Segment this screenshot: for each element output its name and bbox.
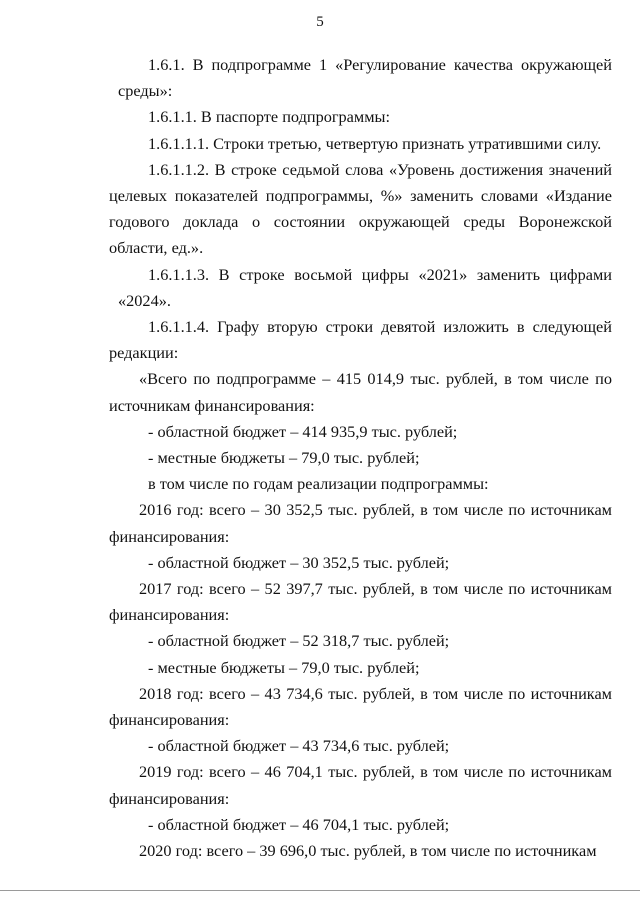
funding-2019: 2019 год: всего – 46 704,1 тыс. рублей, в том числе по источникам финансирования: (109, 762, 612, 808)
paragraph-1-6-1: 1.6.1. В подпрограмме 1 «Регулирование качества окружающей среды»: (118, 55, 612, 101)
document-body (109, 52, 612, 864)
funding-2018: 2018 год: всего – 43 734,6 тыс. рублей, в том числе по источникам финансирования: (109, 683, 612, 730)
funding-2016-regional: - областной бюджет – 30 352,5 тыс. рублей; (148, 552, 450, 572)
page-edge-line (0, 890, 640, 891)
paragraph-1-6-1-1-1: 1.6.1.1.1. Строки третью, четвертую признать утратившими силу. (148, 133, 602, 153)
funding-local-budgets: - местные бюджеты – 79,0 тыс. рублей; (148, 448, 420, 468)
funding-regional-budget: - областной бюджет – 414 935,9 тыс. рублей; (148, 421, 458, 441)
funding-2017-regional: - областной бюджет – 52 318,7 тыс. рублей; (148, 631, 450, 651)
paragraph-1-6-1-1-3: 1.6.1.1.3. В строке восьмой цифры «2021» заменить цифрами «2024». (118, 264, 612, 310)
paragraph-1-6-1-1-2: 1.6.1.1.2. В строке седьмой слова «Уровень достижения значений целевых показателей подпрограммы, %» заменить словами «Издание годового доклада о состоянии окружающей среды Воронежской области, ед.». (109, 159, 612, 258)
funding-2018-regional: - областной бюджет – 43 734,6 тыс. рублей; (148, 736, 450, 756)
paragraph-1-6-1-1-4: 1.6.1.1.4. Графу вторую строки девятой изложить в следующей редакции: (109, 317, 612, 363)
funding-by-years-intro: в том числе по годам реализации подпрограммы: (148, 474, 489, 494)
funding-2019-regional: - областной бюджет – 46 704,1 тыс. рублей; (148, 814, 450, 834)
funding-2016: 2016 год: всего – 30 352,5 тыс. рублей, в том числе по источникам финансирования: (109, 500, 612, 546)
funding-2017: 2017 год: всего – 52 397,7 тыс. рублей, в том числе по источникам финансирования: (109, 579, 612, 625)
funding-2020: 2020 год: всего – 39 696,0 тыс. рублей, в том числе по источникам (139, 841, 597, 861)
funding-total: «Всего по подпрограмме – 415 014,9 тыс. рублей, в том числе по источникам финансирования: (109, 369, 612, 415)
funding-2017-local: - местные бюджеты – 79,0 тыс. рублей; (148, 657, 420, 677)
page-number: 5 (316, 14, 324, 30)
paragraph-1-6-1-1: 1.6.1.1. В паспорте подпрограммы: (148, 107, 390, 127)
